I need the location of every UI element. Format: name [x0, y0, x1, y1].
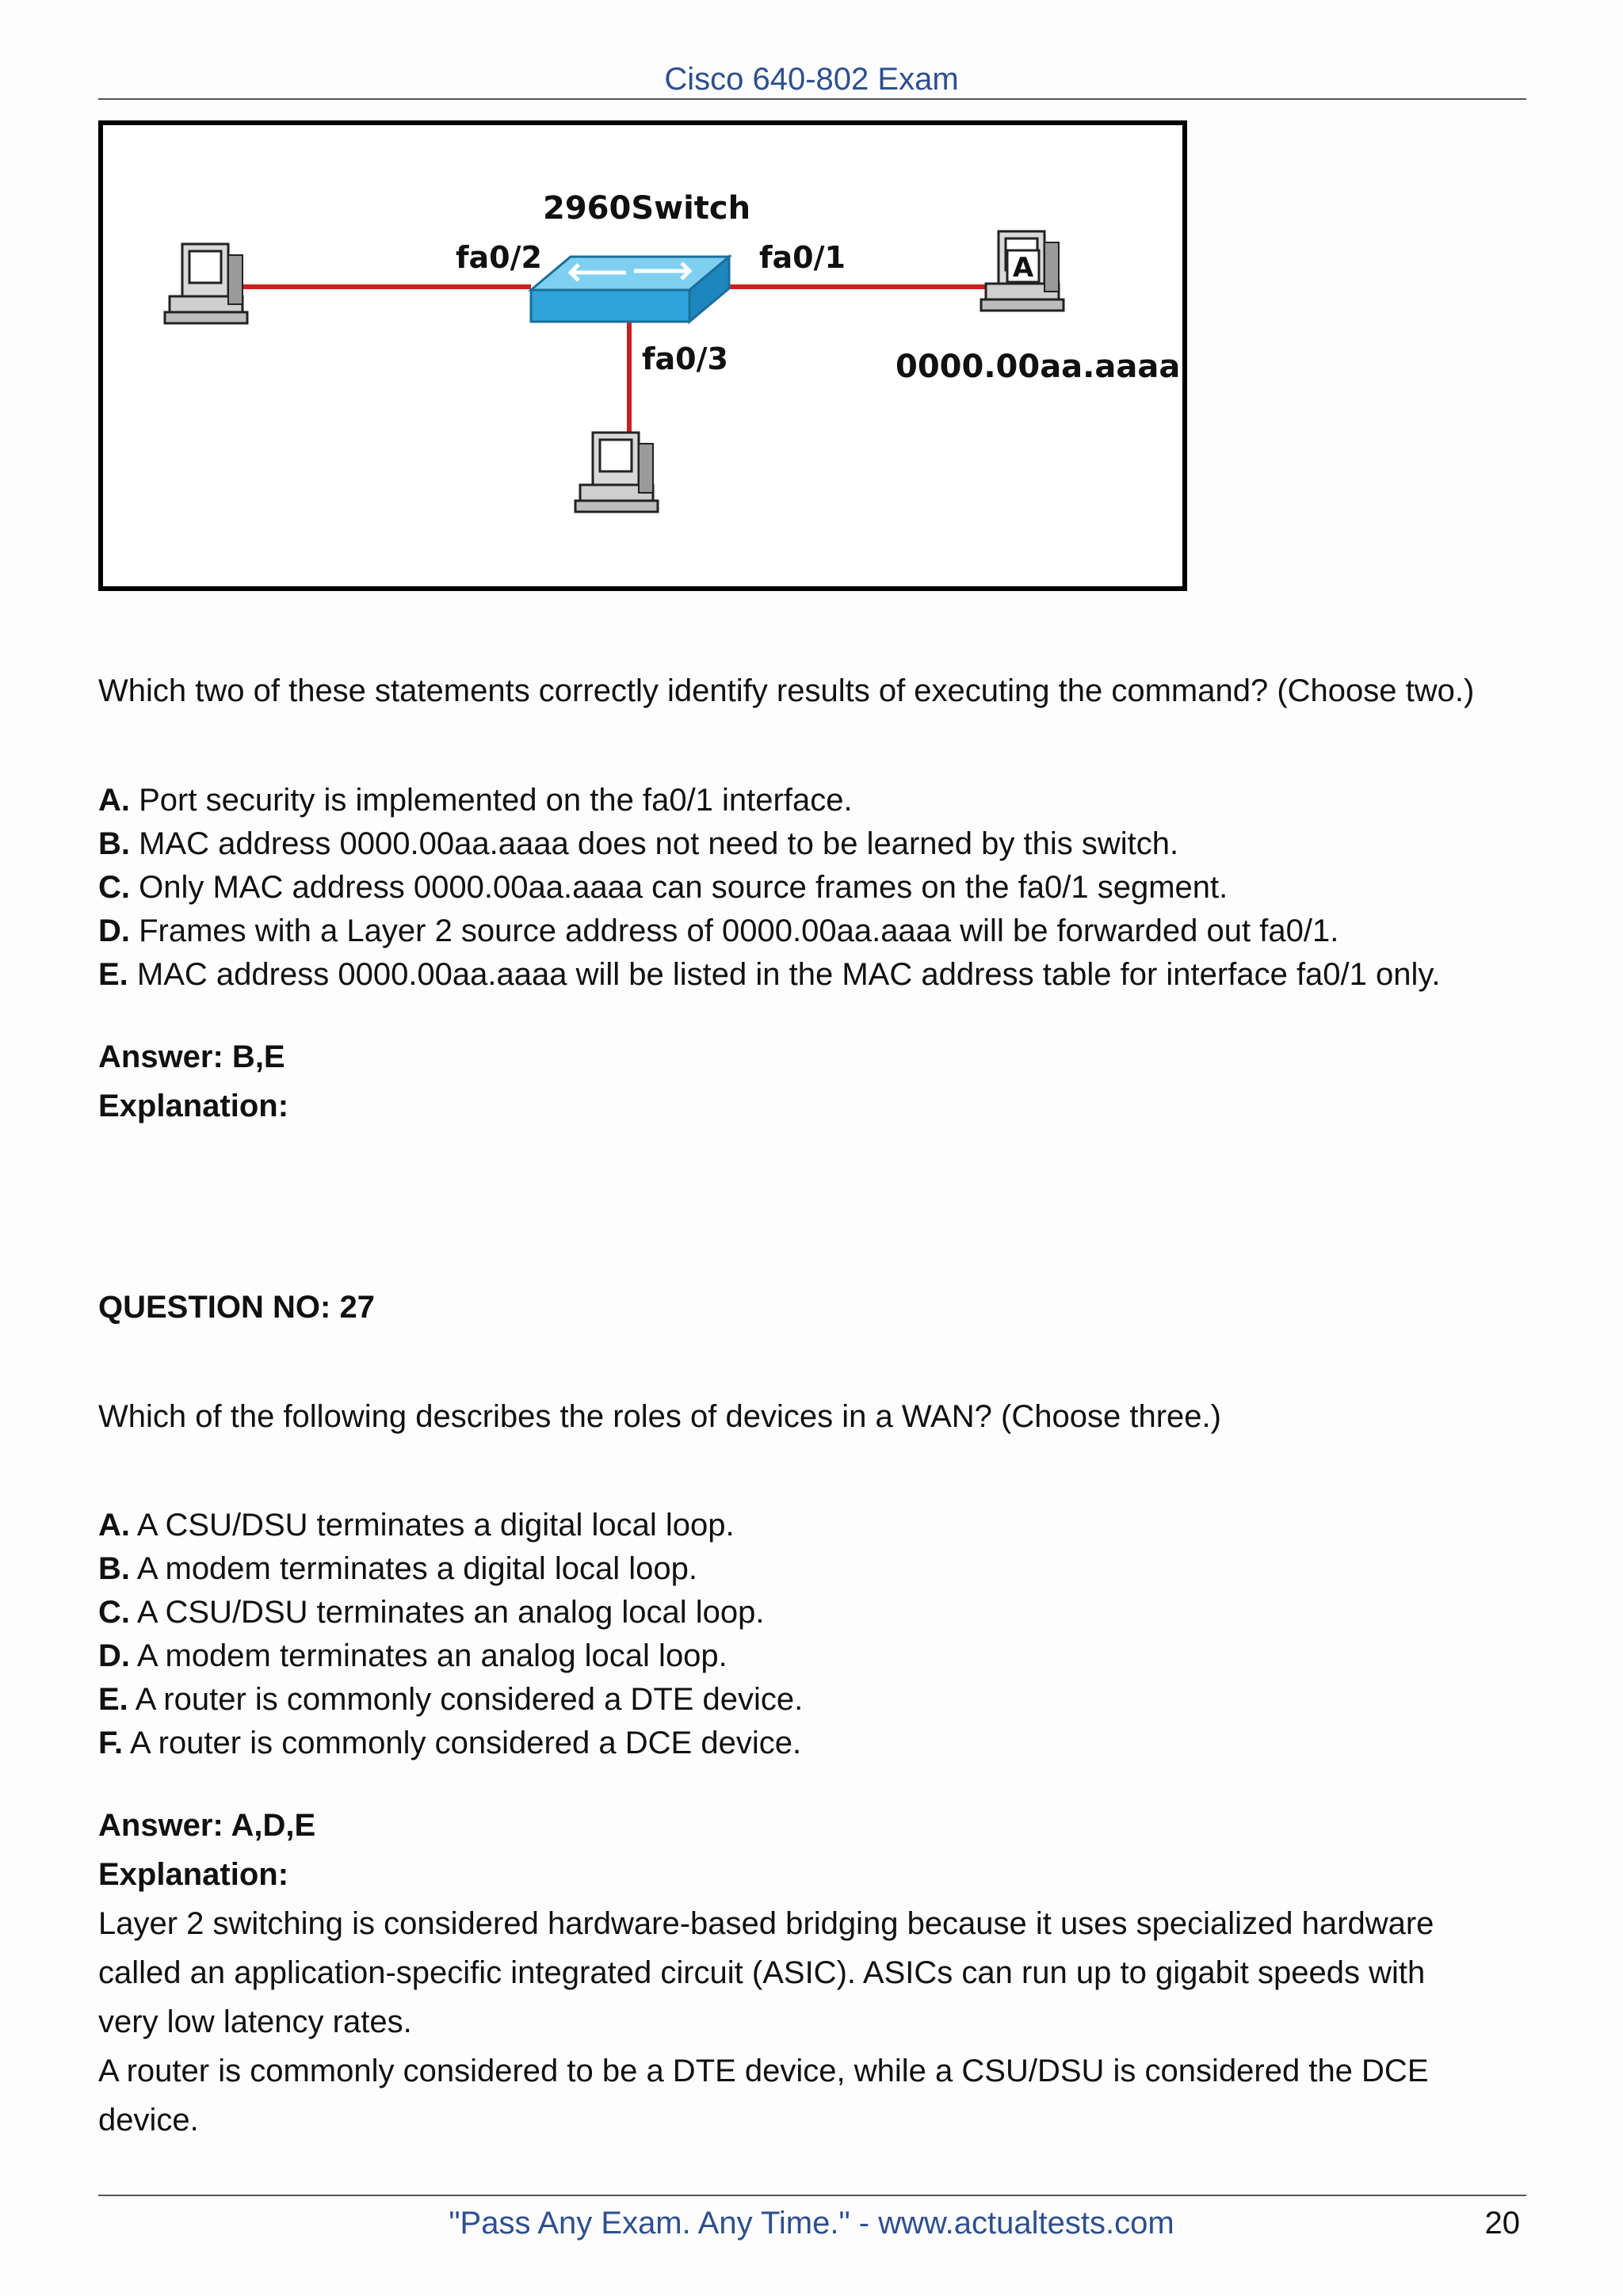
q26-answer: Answer: B,E — [98, 1039, 285, 1074]
host-a-label: A — [1012, 252, 1034, 284]
header-rule — [98, 98, 1526, 100]
option-text: A CSU/DSU terminates a digital local loop. — [130, 1508, 735, 1543]
option-letter: F. — [98, 1726, 124, 1760]
option-text: Frames with a Layer 2 source address of 0000.00aa.aaaa will be forwarded out fa0/1. — [130, 913, 1339, 948]
option-letter: C. — [98, 870, 130, 905]
option-letter: C. — [98, 1595, 130, 1630]
option-text: Only MAC address 0000.00aa.aaaa can source frames on the fa0/1 segment. — [130, 870, 1228, 905]
option-letter: E. — [98, 957, 128, 992]
q27-explanation-line: device. — [98, 2103, 199, 2138]
host-left-pc-icon — [165, 244, 247, 323]
option-letter: A. — [98, 1508, 130, 1543]
option-letter: A. — [98, 783, 130, 818]
option-text: MAC address 0000.00aa.aaaa will be listed in the MAC address table for interface fa0/1 only. — [128, 957, 1441, 992]
footer-rule — [98, 2195, 1526, 2196]
option-letter: B. — [98, 826, 130, 861]
q26-option-e — [98, 957, 1441, 993]
network-diagram-canvas — [103, 125, 1182, 586]
page-number: 20 — [1484, 2206, 1520, 2241]
option-text: MAC address 0000.00aa.aaaa does not need to be learned by this switch. — [130, 826, 1179, 861]
q26-stem: Which two of these statements correctly identify results of executing the command? (Choose two.) — [98, 673, 1475, 708]
q27-option-f — [98, 1726, 801, 1761]
port-label-fa0-2: fa0/2 — [456, 240, 542, 275]
host-a-mac-label: 0000.00aa.aaaa — [896, 349, 1181, 385]
q27-explanation-line: very low latency rates. — [98, 2004, 412, 2039]
q27-explanation-label: Explanation: — [98, 1857, 289, 1892]
q27-option-a — [98, 1508, 735, 1543]
port-label-fa0-3: fa0/3 — [642, 341, 728, 376]
q26-option-c — [98, 870, 1228, 906]
option-letter: D. — [98, 1638, 130, 1673]
network-diagram — [98, 120, 1187, 591]
q27-explanation-line: called an application-specific integrated circuit (ASIC). ASICs can run up to gigabit speeds with — [98, 1955, 1426, 1990]
q27-explanation-line: A router is commonly considered to be a DTE device, while a CSU/DSU is considered the DCE — [98, 2054, 1429, 2088]
q27-option-d — [98, 1638, 727, 1674]
q27-explanation-line: Layer 2 switching is considered hardware-based bridging because it uses specialized hardware — [98, 1906, 1434, 1941]
q26-option-d — [98, 913, 1338, 949]
q26-option-b — [98, 826, 1178, 862]
option-letter: D. — [98, 913, 130, 948]
q27-option-c — [98, 1595, 764, 1630]
option-text: A modem terminates an analog local loop. — [130, 1638, 727, 1673]
q26-explanation-label: Explanation: — [98, 1089, 289, 1123]
switch-label: 2960Switch — [543, 190, 751, 227]
switch-icon — [531, 257, 729, 322]
host-bottom-pc-icon — [575, 433, 658, 512]
option-text: A router is commonly considered a DCE device. — [123, 1726, 802, 1760]
footer-slogan: "Pass Any Exam. Any Time." - www.actualtests.com — [449, 2206, 1174, 2241]
port-label-fa0-1: fa0/1 — [759, 240, 846, 275]
option-text: Port security is implemented on the fa0/1 interface. — [130, 783, 853, 818]
q27-option-b — [98, 1551, 697, 1587]
q27-option-e — [98, 1682, 803, 1718]
option-text: A router is commonly considered a DTE device. — [128, 1682, 804, 1717]
q27-heading: QUESTION NO: 27 — [98, 1290, 375, 1325]
q27-stem: Which of the following describes the roles of devices in a WAN? (Choose three.) — [98, 1399, 1221, 1434]
option-letter: E. — [98, 1682, 128, 1717]
option-letter: B. — [98, 1551, 130, 1586]
q26-option-a — [98, 783, 853, 818]
option-text: A CSU/DSU terminates an analog local loop. — [130, 1595, 765, 1630]
q27-answer: Answer: A,D,E — [98, 1808, 316, 1843]
page-header-title: Cisco 640-802 Exam — [664, 62, 959, 97]
option-text: A modem terminates a digital local loop. — [130, 1551, 697, 1586]
